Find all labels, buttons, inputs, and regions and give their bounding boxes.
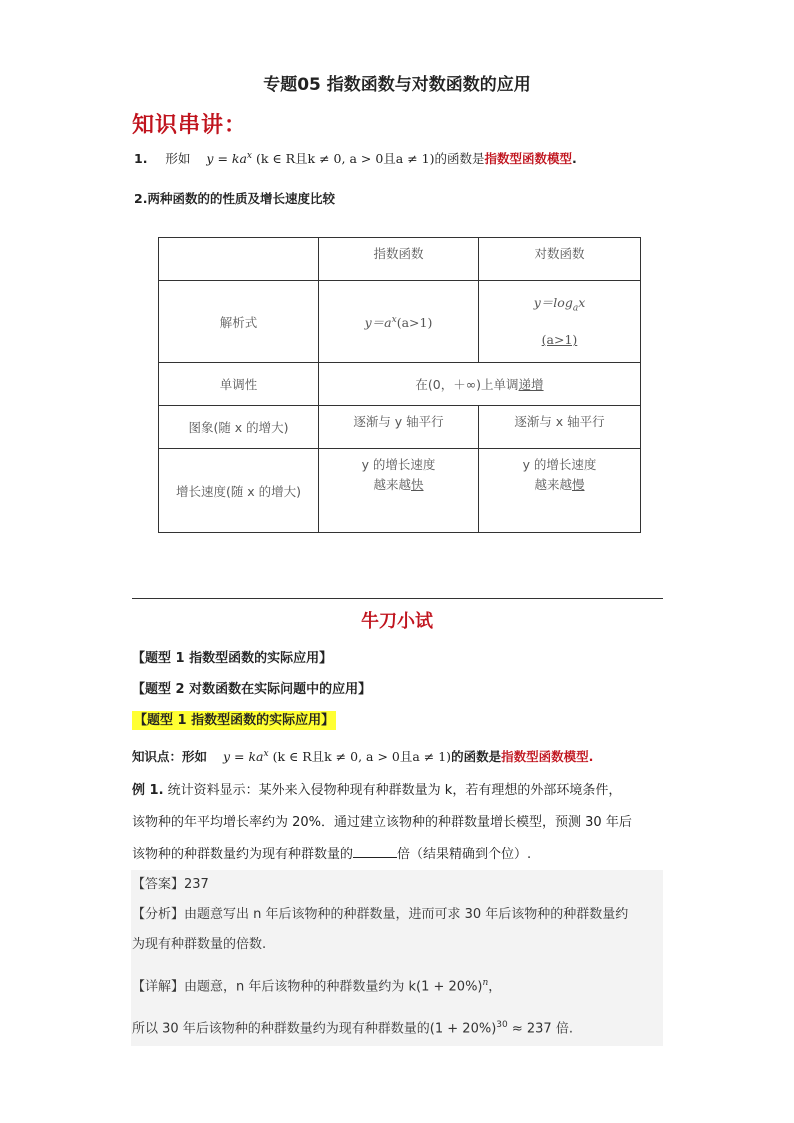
log-graph-cell: 逐渐与 x 轴平行 [479,406,641,449]
row-label: 解析式 [159,281,319,363]
table-header-cell [159,238,319,281]
active-question-type [132,709,336,728]
knowledge-point [132,744,593,767]
example-label: 例 1. [132,783,164,798]
log-formula-var: x [578,294,586,310]
item-prefix: 形如 [165,151,191,167]
knowledge-suffix: 的函数是 [451,749,502,765]
table-header-cell: 对数函数 [479,238,641,281]
exp-speed-prefix: 越来越 [373,477,411,492]
example-text: 该物种的种群数量约为现有种群数量的 [132,847,354,862]
table-row-speed [159,449,641,533]
log-speed-line1: y 的增长速度 [522,457,597,472]
conclusion-exponent: 30 [496,1020,508,1030]
table-header-row [159,238,641,281]
page-title: 专题05 指数函数与对数函数的应用 [263,75,531,95]
answer-line: 【答案】237 [132,877,209,892]
active-question-type-label: 【题型 1 指数型函数的实际应用】 [134,713,335,728]
example-line-1 [132,780,621,802]
detail-text: 【详解】由题意，n 年后该物种的种群数量约为 k(1 + 20%) [132,979,483,995]
knowledge-highlight: 指数型函数模型. [501,749,594,765]
knowledge-formula: y = ka [222,749,264,765]
detail-end: ， [488,979,502,995]
conclusion-line [132,1014,573,1040]
table-header-cell: 指数函数 [319,238,479,281]
row-label: 单调性 [159,363,319,406]
exp-formula-condition: (a>1) [396,314,433,330]
log-formula-condition: (a>1) [541,332,578,348]
section-divider [132,598,663,599]
comparison-table [158,237,641,533]
monotonicity-cell [319,363,641,406]
table-row-formula [159,281,641,363]
definition-formula: y = ka [206,151,247,167]
exp-speed-line1: y 的增长速度 [361,457,436,472]
exp-formula-base: y＝a [364,314,392,330]
question-type-2[interactable]: 【题型 2 对数函数在实际问题中的应用】 [132,682,372,697]
knowledge-point-label: 知识点：形如 [132,749,208,765]
question-type-1[interactable]: 【题型 1 指数型函数的实际应用】 [132,651,333,666]
detail-line [132,972,501,998]
row-label: 图象(随 x 的增大) [159,406,319,449]
definition-end: . [572,151,577,167]
item-number: 1. [134,151,148,167]
log-formula-base: y＝log [533,294,573,310]
exp-speed-keyword: 快 [411,477,424,492]
conclusion-text: 所以 30 年后该物种的种群数量约为现有种群数量的(1 + 20%) [132,1021,497,1037]
table-row-monotonicity [159,363,641,406]
exp-speed-cell [319,449,479,533]
log-formula-subscript: a [572,303,579,314]
definition-formula-exponent: x [246,151,252,161]
section-heading: 知识串讲： [132,113,248,138]
monotonicity-keyword: 递增 [518,377,544,392]
table-row-graph [159,406,641,449]
log-formula-cell [479,281,641,363]
log-speed-cell [479,449,641,533]
row-label: 增长速度(随 x 的增大) [159,449,319,533]
example-line-2: 该物种的年平均增长率约为 20%．通过建立该物种的种群数量增长模型，预测 30 年后 [132,815,632,830]
exp-formula-exponent: x [391,314,397,325]
detail-exponent: n [482,978,489,988]
analysis-line-1: 【分析】由题意写出 n 年后该物种的种群数量，进而可求 30 年后该物种的种群数量约 [132,907,629,922]
knowledge-condition: (k ∈ R且k ≠ 0, a > 0且a ≠ 1) [272,749,452,765]
knowledge-formula-exponent: x [263,749,269,759]
definition-condition: (k ∈ R且k ≠ 0, a > 0且a ≠ 1) [255,151,435,167]
analysis-line-2: 为现有种群数量的倍数. [132,937,267,952]
comparison-caption: 2.两种函数的的性质及增长速度比较 [134,191,335,206]
monotonicity-text: 在(0，＋∞)上单调 [415,377,519,392]
example-line-3 [132,844,531,866]
practice-heading: 牛刀小试 [361,611,433,632]
definition-highlight: 指数型函数模型 [484,151,573,167]
example-text: 倍（结果精确到个位）. [397,847,532,862]
definition-line [134,146,577,169]
conclusion-end: ≈ 237 倍. [507,1021,573,1037]
answer-blank[interactable] [353,845,397,858]
log-speed-prefix: 越来越 [534,477,572,492]
exp-formula-cell [319,281,479,363]
example-text: 统计资料显示：某外来入侵物种现有种群数量为 k，若有理想的外部环境条件， [167,783,622,798]
exp-graph-cell: 逐渐与 y 轴平行 [319,406,479,449]
log-speed-keyword: 慢 [572,477,585,492]
definition-suffix: 的函数是 [434,151,485,167]
